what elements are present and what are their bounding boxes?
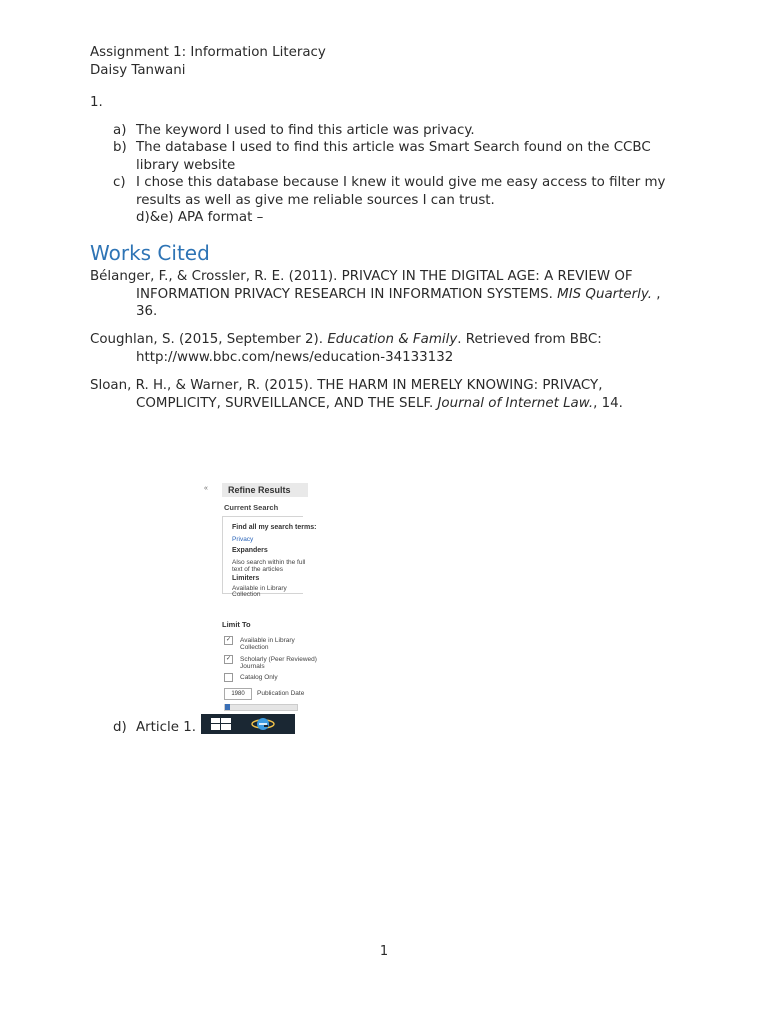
reference-belanger — [90, 268, 690, 321]
expander-text: text of the articles — [232, 566, 283, 573]
limiters-label: Limiters — [232, 575, 260, 582]
embedded-screenshot — [201, 480, 317, 734]
reference-line: Bélanger, F., & Crossler, R. E. (2011). PRIVACY IN THE DIGITAL AGE: A REVIEW OF — [90, 269, 633, 284]
article-text: Article 1. — [136, 720, 196, 735]
answer-marker: b) — [113, 140, 127, 155]
slider-thumb — [225, 704, 230, 710]
limiter-text: Collection — [232, 591, 261, 598]
date-slider — [224, 704, 298, 711]
reference-text: COMPLICITY, SURVEILLANCE, AND THE SELF. — [136, 395, 438, 411]
reference-line: Sloan, R. H., & Warner, R. (2015). THE HARM IN MERELY KNOWING: PRIVACY, — [90, 378, 603, 393]
windows-start-icon — [211, 718, 231, 730]
publication-date-label: Publication Date — [257, 690, 305, 697]
limit-to-label: Limit To — [222, 620, 251, 629]
expanders-label: Expanders — [232, 547, 268, 554]
windows-taskbar — [201, 714, 295, 734]
option-label: Scholarly (Peer Reviewed) — [240, 656, 317, 663]
privacy-term-link: Privacy — [232, 536, 254, 543]
apa-format-line: d)&e) APA format – — [136, 210, 264, 225]
checkbox-available-library: ✓ — [225, 637, 232, 643]
journal-title: Journal of Internet Law. — [437, 395, 594, 411]
journal-title: MIS Quarterly. — [557, 286, 657, 302]
option-label: Catalog Only — [240, 674, 278, 681]
checkbox-scholarly: ✓ — [225, 656, 232, 662]
answer-text: The keyword I used to find this article was privacy. — [136, 123, 475, 138]
expander-text: Also search within the full — [232, 559, 306, 566]
reference-coughlan — [90, 331, 690, 366]
reference-text: Coughlan, S. (2015, September 2). — [90, 332, 328, 347]
date-from-input: 1980 — [224, 688, 252, 700]
assignment-title: Assignment 1: Information Literacy — [90, 45, 326, 60]
reference-line — [90, 286, 690, 304]
reference-text: , — [656, 286, 661, 302]
option-label: Collection — [240, 644, 269, 651]
current-search-label: Current Search — [224, 503, 279, 512]
collapse-icon: « — [204, 485, 208, 492]
screenshot-header — [201, 480, 295, 498]
reference-text: , 14. — [593, 395, 623, 411]
answer-text: The database I used to find this article was Smart Search found on the CCBC library website — [136, 140, 651, 173]
question-number: 1. — [90, 95, 103, 110]
checkbox-catalog-only — [224, 673, 233, 682]
refine-results-title: Refine Results — [222, 483, 308, 497]
reference-line: 36. — [136, 304, 158, 319]
internet-explorer-icon — [251, 715, 275, 733]
limiter-text: Available in Library — [232, 585, 287, 592]
reference-line — [90, 331, 690, 349]
find-all-label: Find all my search terms: — [232, 524, 317, 531]
author-name: Daisy Tanwani — [90, 63, 186, 78]
option-label: Journals — [240, 663, 265, 670]
reference-text: INFORMATION PRIVACY RESEARCH IN INFORMATION SYSTEMS. — [136, 286, 558, 302]
current-search-panel — [222, 516, 317, 598]
works-cited-heading: Works Cited — [90, 241, 210, 265]
article-marker: d) — [113, 720, 127, 735]
reference-sloan — [90, 377, 690, 412]
page-number: 1 — [379, 944, 389, 959]
reference-url: http://www.bbc.com/news/education-34133132 — [136, 349, 454, 365]
option-label: Available in Library — [240, 637, 295, 644]
answer-text: I chose this database because I knew it would give me easy access to filter my results as well as give me reliable sources I can trust. — [136, 175, 666, 208]
reference-text: . Retrieved from BBC: — [457, 332, 602, 347]
article-title: Education & Family — [327, 332, 458, 347]
answer-marker: c) — [113, 175, 126, 190]
answer-marker: a) — [113, 123, 127, 138]
reference-line — [90, 395, 690, 413]
